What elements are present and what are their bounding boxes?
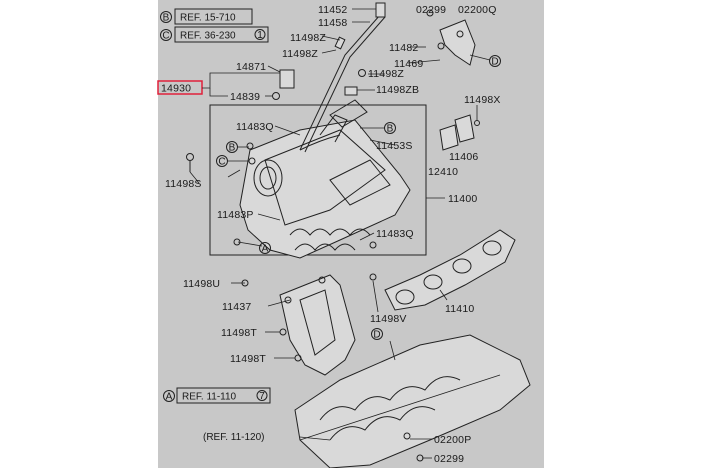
callout-b-left[interactable] [227, 142, 250, 154]
label-11482[interactable]: 11482 [389, 42, 419, 54]
highlight-part-14930[interactable] [158, 73, 282, 96]
label-11469[interactable]: 11469 [394, 58, 424, 70]
ref-a-suffix: 7 [259, 391, 265, 402]
svg-text:D: D [373, 329, 381, 341]
ref-a-text: REF. 11-110 [182, 391, 237, 403]
label-11483p[interactable]: 11483P [217, 209, 254, 221]
ref-c[interactable] [161, 27, 269, 42]
label-11498zb[interactable]: 11498ZB [376, 84, 420, 96]
label-11437[interactable]: 11437 [222, 301, 252, 313]
label-11410[interactable]: 11410 [445, 303, 475, 315]
label-11498z-3[interactable]: 11498Z [368, 68, 405, 80]
callout-d-bottom[interactable] [372, 329, 383, 341]
label-11406[interactable]: 11406 [449, 151, 479, 163]
svg-text:C: C [218, 156, 226, 168]
ref-bottom-text: (REF. 11-120) [203, 432, 265, 443]
label-02200q[interactable]: 02200Q [458, 4, 497, 16]
label-11498u[interactable]: 11498U [183, 278, 221, 290]
label-02299-top[interactable]: 02299 [416, 4, 447, 16]
svg-text:A: A [261, 243, 269, 255]
label-14839[interactable]: 14839 [230, 91, 261, 103]
ref-c-suffix: 1 [257, 30, 263, 41]
label-14871[interactable]: 14871 [236, 61, 267, 73]
label-02299-bottom[interactable]: 02299 [434, 453, 465, 465]
ref-c-letter: C [162, 30, 170, 42]
ref-c-text: REF. 36-230 [180, 30, 236, 42]
label-12410[interactable]: 12410 [428, 166, 459, 178]
label-11483q-bottom[interactable]: 11483Q [376, 228, 414, 240]
label-11483q-top[interactable]: 11483Q [236, 121, 274, 133]
label-11498v[interactable]: 11498V [370, 313, 407, 325]
highlight-part-label: 14930 [161, 82, 192, 95]
label-11498x[interactable]: 11498X [464, 94, 501, 106]
callout-c[interactable] [217, 156, 250, 168]
label-11498z-1[interactable]: 11498Z [290, 32, 327, 44]
ref-a[interactable] [164, 388, 271, 403]
callout-d-top[interactable] [490, 56, 501, 68]
label-11498t-1[interactable]: 11498T [221, 327, 258, 339]
ref-b-text: REF. 15-710 [180, 12, 236, 24]
label-11400[interactable]: 11400 [448, 193, 478, 205]
label-11498z-2[interactable]: 11498Z [282, 48, 319, 60]
gasket-11410 [385, 230, 515, 310]
ref-bottom[interactable] [203, 432, 265, 443]
label-11498s[interactable]: 11498S [165, 178, 202, 190]
svg-text:B: B [386, 123, 394, 135]
label-11498t-2[interactable]: 11498T [230, 353, 267, 365]
svg-text:D: D [491, 56, 499, 68]
label-11453s[interactable]: 11453S [376, 140, 413, 152]
ref-a-letter: A [165, 391, 173, 403]
svg-text:B: B [228, 142, 236, 154]
gasket-11406 [440, 105, 480, 150]
label-02200p[interactable]: 02200P [434, 434, 472, 446]
label-11452[interactable]: 11452 [318, 4, 348, 16]
bracket-02200q [427, 10, 490, 65]
label-11458[interactable]: 11458 [318, 17, 348, 29]
ref-b[interactable] [161, 9, 253, 24]
ref-b-letter: B [162, 12, 170, 24]
bracket-11437 [280, 275, 355, 375]
